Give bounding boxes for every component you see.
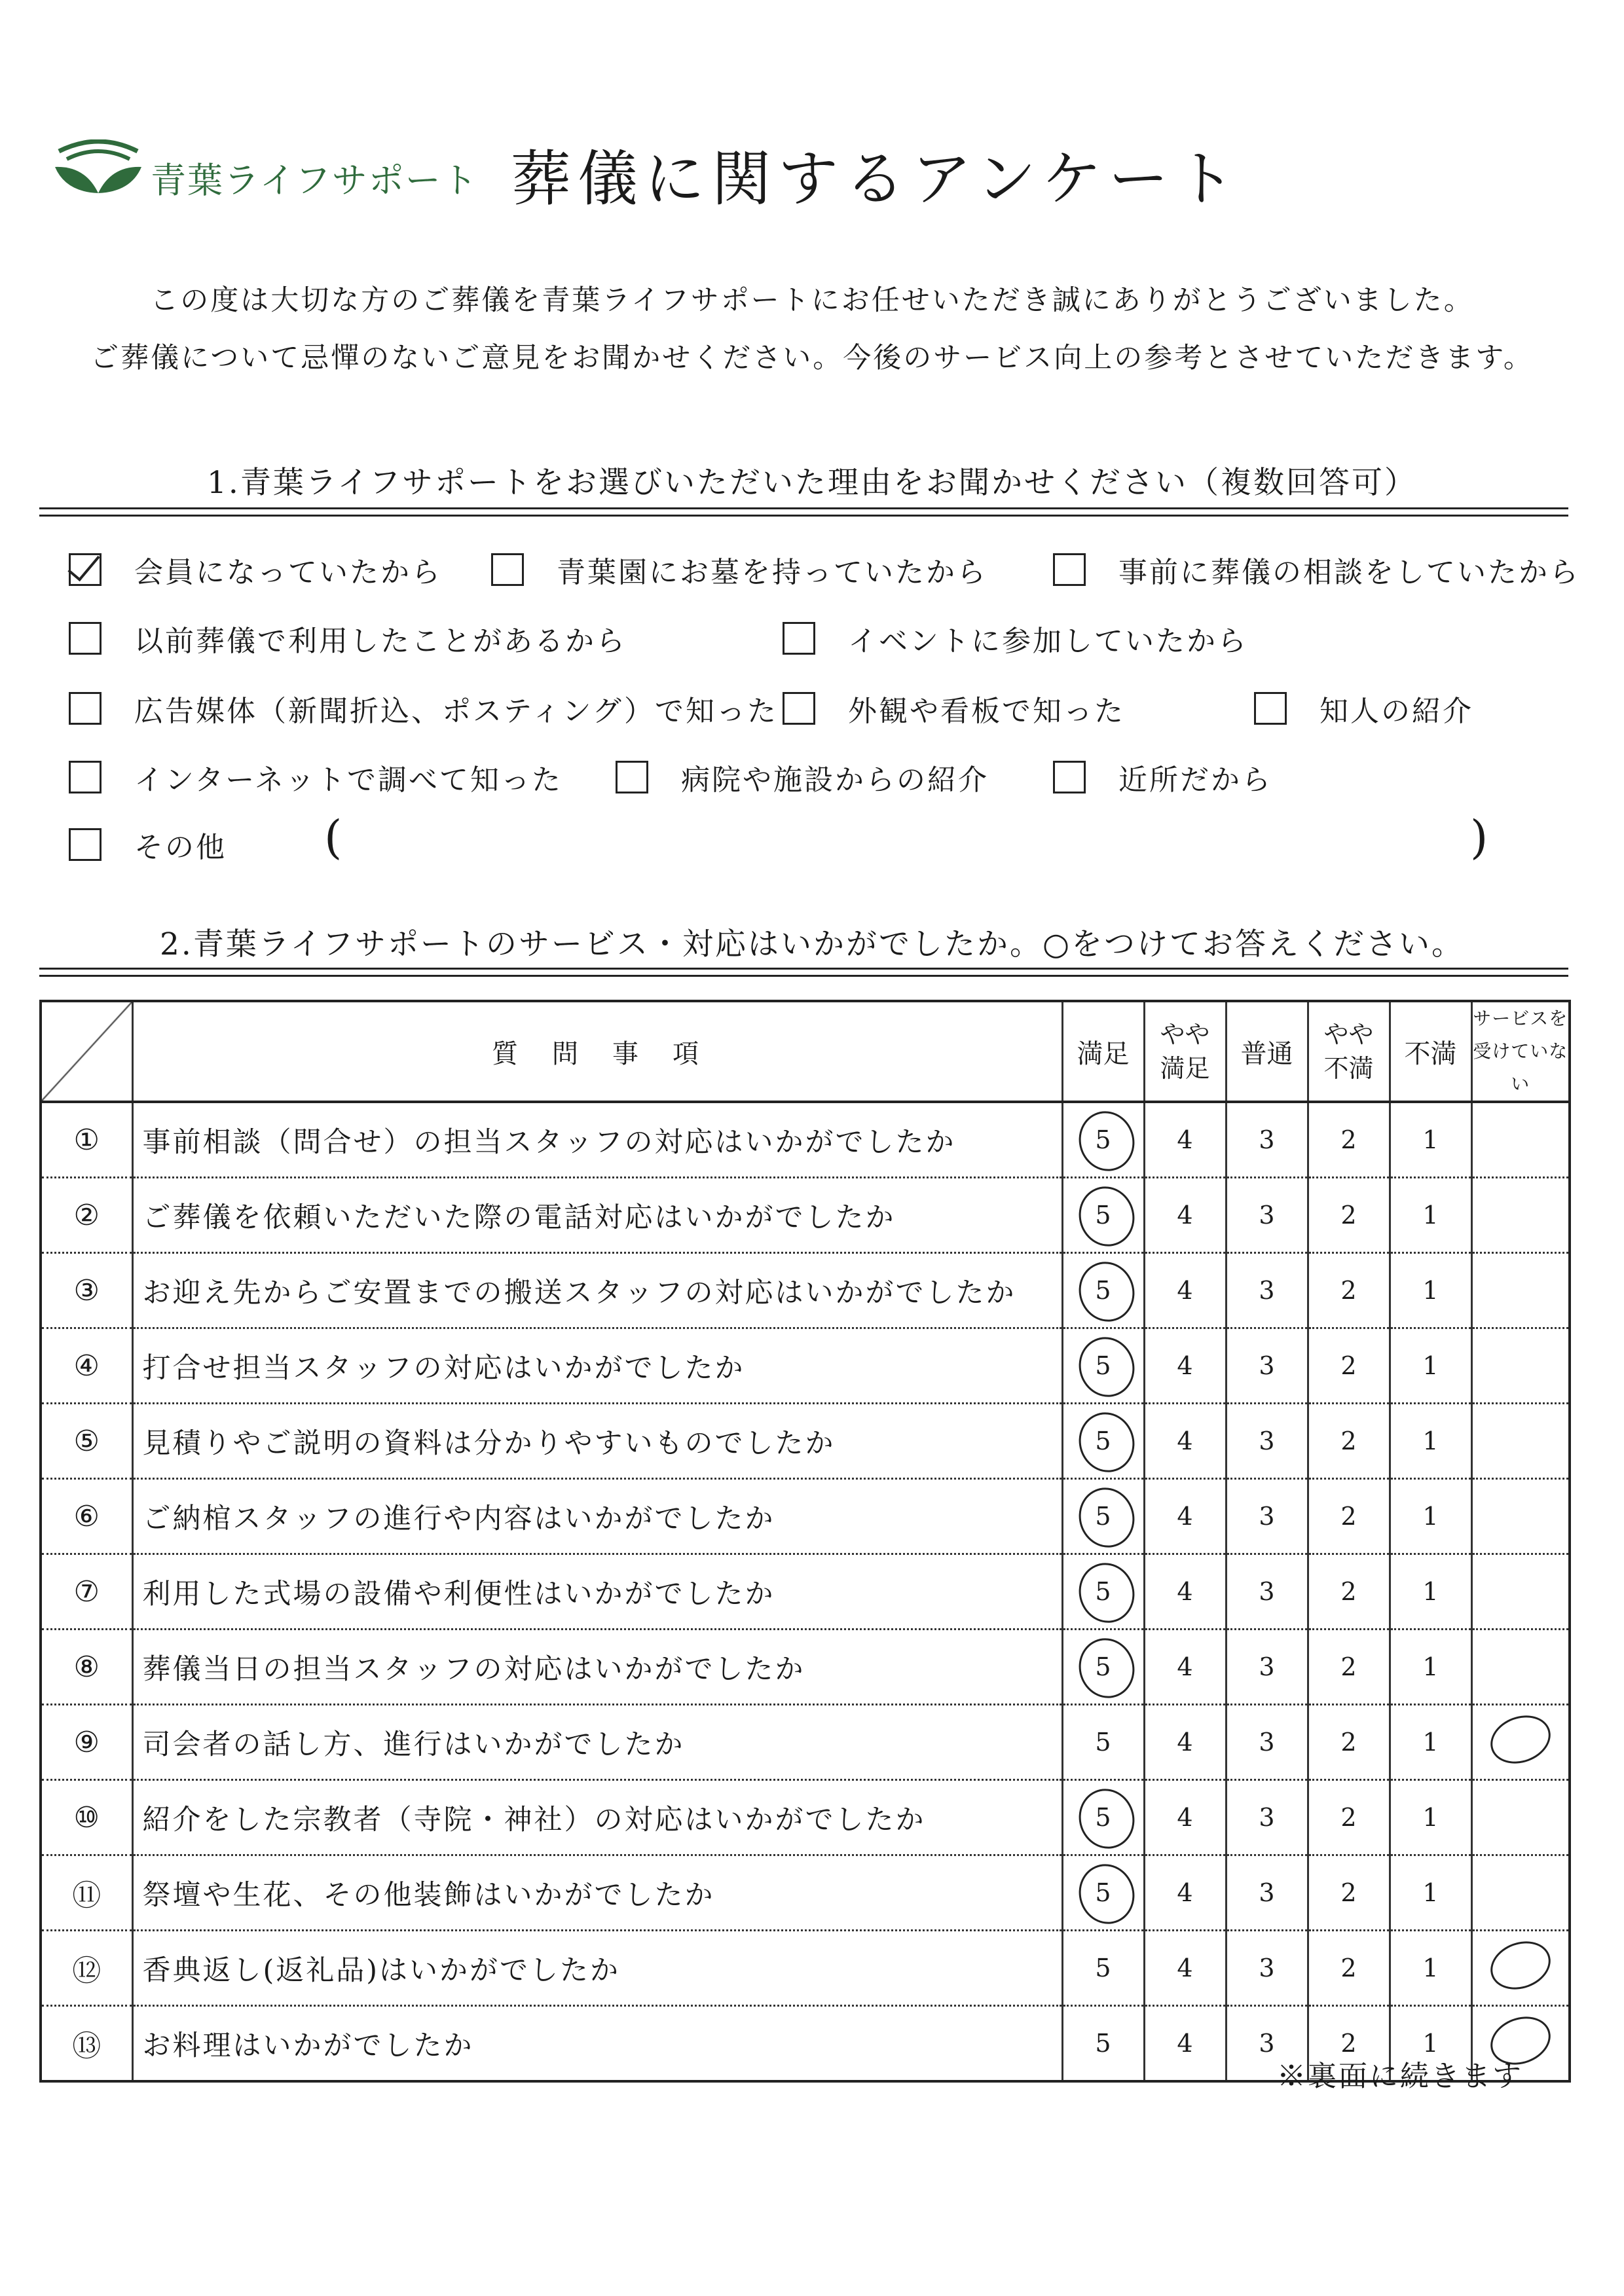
option-referral[interactable] [1254,687,1473,729]
rating-cell-5[interactable] [1062,1253,1144,1328]
intro-line-1: この度は大切な方のご葬儀を青葉ライフサポートにお任せいただき誠にありがとうございました。 [150,284,1474,317]
rating-cell-5[interactable] [1062,1479,1144,1554]
rating-value: 1 [1422,1954,1439,1982]
rating-cell-5[interactable] [1062,1931,1144,2006]
rating-cell-3[interactable] [1226,1705,1308,1780]
rating-cell-4[interactable] [1144,2006,1226,2082]
rating-cell-5[interactable] [1062,1780,1144,1855]
rating-value: 2 [1340,1427,1357,1455]
section1-divider [39,507,1568,517]
other-paren-close: ) [1470,811,1488,864]
rating-value: 4 [1177,1201,1193,1230]
row-number: ③ [41,1253,132,1328]
checkbox-checked-icon[interactable] [69,553,101,586]
rating-value: 5 [1095,1427,1111,1455]
rating-cell-5[interactable] [1062,2006,1144,2082]
rating-value: 4 [1177,1276,1193,1305]
question-text: 紹介をした宗教者（寺院・神社）の対応はいかがでしたか [132,1780,1062,1855]
not-used-cell[interactable] [1471,1705,1570,1780]
rating-value: 2 [1340,1577,1357,1606]
option-label: 知人の紹介 [1320,695,1473,728]
rating-cell-2[interactable] [1308,1630,1390,1705]
rating-value: 5 [1095,1577,1111,1606]
section2-heading: 2.青葉ライフサポートのサービス・対応はいかがでしたか。○をつけてお答えください。 [159,926,1465,962]
rating-value: 1 [1422,1427,1439,1455]
rating-cell-1[interactable] [1390,1102,1471,1178]
rating-cell-2[interactable] [1308,1178,1390,1253]
table-row [41,1328,1570,1404]
rating-value: 1 [1422,1652,1439,1681]
rating-value: 3 [1259,1728,1275,1757]
row-number: ⑦ [41,1554,132,1630]
not-used-cell[interactable] [1471,1178,1570,1253]
table-row [41,1102,1570,1178]
rating-value: 5 [1095,1125,1111,1154]
option-other[interactable] [69,824,227,866]
option-member[interactable] [69,549,442,591]
rating-cell-3[interactable] [1226,1780,1308,1855]
rating-value: 1 [1422,1577,1439,1606]
rating-cell-4[interactable] [1144,1630,1226,1705]
row-number: ⑧ [41,1630,132,1705]
not-used-cell[interactable] [1471,1630,1570,1705]
rating-cell-1[interactable] [1390,1178,1471,1253]
rating-cell-4[interactable] [1144,1705,1226,1780]
option-prior-consult[interactable] [1053,549,1580,591]
question-text: 事前相談（問合せ）の担当スタッフの対応はいかがでしたか [132,1102,1062,1178]
rating-value: 3 [1259,1502,1275,1531]
rating-cell-3[interactable] [1226,1554,1308,1630]
rating-cell-2[interactable] [1308,1855,1390,1931]
rating-cell-5[interactable] [1062,1554,1144,1630]
rating-cell-5[interactable] [1062,1178,1144,1253]
rating-cell-3[interactable] [1226,1253,1308,1328]
question-header: 質 問 事 項 [132,1001,1062,1102]
rating-cell-5[interactable] [1062,1855,1144,1931]
rating-value: 2 [1340,1351,1357,1380]
header-dissatisfied: 不満 [1390,1001,1471,1102]
rating-value: 5 [1095,1954,1111,1982]
checkbox-icon[interactable] [69,622,101,655]
intro-line-2: ご葬儀について忌憚のないご意見をお聞かせください。今後のサービス向上の参考とさせていただきます。 [90,342,1534,374]
row-number: ⑪ [41,1855,132,1931]
handdrawn-circle-icon [1484,1707,1557,1772]
option-internet[interactable] [69,756,563,798]
corner-cell [41,1001,132,1102]
rating-value: 4 [1177,2029,1193,2058]
rating-value: 3 [1259,1201,1275,1230]
rating-value: 2 [1340,1125,1357,1154]
option-label: イベントに参加していたから [848,625,1248,658]
rating-cell-2[interactable] [1308,1253,1390,1328]
table-row [41,1178,1570,1253]
question-text: 利用した式場の設備や利便性はいかがでしたか [132,1554,1062,1630]
rating-cell-3[interactable] [1226,1630,1308,1705]
question-text: ご葬儀を依頼いただいた際の電話対応はいかがでしたか [132,1178,1062,1253]
rating-cell-4[interactable] [1144,1328,1226,1404]
rating-cell-4[interactable] [1144,1102,1226,1178]
section2-divider [39,968,1568,977]
option-label: インターネットで調べて知った [134,763,563,797]
rating-value: 3 [1259,1351,1275,1380]
checkbox-icon[interactable] [1254,692,1287,725]
option-label: 外観や看板で知った [848,695,1125,728]
header-somewhat-dissatisfied: やや 不満 [1308,1001,1390,1102]
rating-value: 1 [1422,1878,1439,1907]
rating-value: 1 [1422,1728,1439,1757]
rating-cell-3[interactable] [1226,1404,1308,1479]
option-label: 病院や施設からの紹介 [681,763,989,797]
question-text: 打合せ担当スタッフの対応はいかがでしたか [132,1328,1062,1404]
rating-value: 1 [1422,1502,1439,1531]
rating-value: 2 [1340,2029,1357,2058]
rating-value: 5 [1095,1502,1111,1531]
checkbox-icon[interactable] [69,692,101,725]
rating-value: 2 [1340,1954,1357,1982]
option-label: 近所だから [1118,763,1272,797]
rating-value: 3 [1259,1125,1275,1154]
table-row [41,1404,1570,1479]
rating-table [39,1000,1571,2083]
other-paren-open: ( [324,811,342,864]
rating-cell-4[interactable] [1144,1855,1226,1931]
row-number: ⑬ [41,2006,132,2082]
section1-heading: 1.青葉ライフサポートをお選びいただいた理由をお聞かせください（複数回答可） [206,465,1418,501]
table-row [41,1253,1570,1328]
brand-name: 青葉ライフサポート [151,160,479,201]
rating-cell-1[interactable] [1390,1328,1471,1404]
rating-value: 1 [1422,1351,1439,1380]
option-grave[interactable] [491,549,987,591]
not-used-cell[interactable] [1471,1404,1570,1479]
rating-value: 4 [1177,1878,1193,1907]
rating-cell-3[interactable] [1226,1855,1308,1931]
rating-value: 5 [1095,1201,1111,1230]
rating-cell-4[interactable] [1144,1178,1226,1253]
rating-value: 5 [1095,1878,1111,1907]
question-text: お料理はいかがでしたか [132,2006,1062,2082]
rating-cell-2[interactable] [1308,1931,1390,2006]
row-number: ④ [41,1328,132,1404]
rating-cell-4[interactable] [1144,1404,1226,1479]
not-used-cell[interactable] [1471,1102,1570,1178]
header-satisfied: 満足 [1062,1001,1144,1102]
rating-cell-1[interactable] [1390,1705,1471,1780]
row-number: ⑫ [41,1931,132,2006]
continued-note: ※裏面に続きます [1277,2060,1523,2093]
rating-cell-1[interactable] [1390,1253,1471,1328]
handdrawn-circle-icon [1484,1933,1557,1997]
rating-value: 2 [1340,1502,1357,1531]
rating-cell-2[interactable] [1308,1705,1390,1780]
rating-value: 4 [1177,1652,1193,1681]
rating-value: 1 [1422,1201,1439,1230]
rating-cell-1[interactable] [1390,1554,1471,1630]
table-row [41,1630,1570,1705]
row-number: ⑤ [41,1404,132,1479]
header-neutral: 普通 [1226,1001,1308,1102]
rating-value: 1 [1422,1125,1439,1154]
rating-cell-4[interactable] [1144,1479,1226,1554]
rating-cell-2[interactable] [1308,1554,1390,1630]
rating-cell-1[interactable] [1390,1404,1471,1479]
row-number: ⑨ [41,1705,132,1780]
checkbox-icon[interactable] [616,761,648,793]
rating-value: 5 [1095,1728,1111,1757]
checkbox-icon[interactable] [1053,553,1086,586]
question-text: 葬儀当日の担当スタッフの対応はいかがでしたか [132,1630,1062,1705]
rating-cell-4[interactable] [1144,1780,1226,1855]
rating-value: 5 [1095,2029,1111,2058]
header-not-used: サービスを 受けていない [1471,1001,1570,1102]
rating-value: 4 [1177,1427,1193,1455]
header-somewhat-satisfied: やや 満足 [1144,1001,1226,1102]
rating-cell-5[interactable] [1062,1630,1144,1705]
option-signboard[interactable] [783,687,1125,729]
rating-cell-3[interactable] [1226,1178,1308,1253]
table-row [41,1780,1570,1855]
rating-value: 5 [1095,1276,1111,1305]
rating-value: 5 [1095,1351,1111,1380]
option-advertising[interactable] [69,687,778,729]
rating-cell-3[interactable] [1226,1479,1308,1554]
table-row [41,1855,1570,1931]
rating-cell-3[interactable] [1226,1931,1308,2006]
not-used-cell[interactable] [1471,1780,1570,1855]
rating-value: 2 [1340,1803,1357,1832]
rating-value: 3 [1259,1954,1275,1982]
rating-value: 1 [1422,2029,1439,2058]
not-used-cell[interactable] [1471,1328,1570,1404]
rating-cell-3[interactable] [1226,1328,1308,1404]
rating-value: 4 [1177,1351,1193,1380]
rating-cell-1[interactable] [1390,1479,1471,1554]
option-event[interactable] [783,617,1248,659]
question-text: 祭壇や生花、その他装飾はいかがでしたか [132,1855,1062,1931]
question-text: ご納棺スタッフの進行や内容はいかがでしたか [132,1479,1062,1554]
rating-value: 3 [1259,1652,1275,1681]
option-used-before[interactable] [69,617,627,659]
rating-cell-1[interactable] [1390,1931,1471,2006]
rating-cell-5[interactable] [1062,1328,1144,1404]
rating-value: 2 [1340,1878,1357,1907]
rating-value: 4 [1177,1954,1193,1982]
rating-value: 3 [1259,1577,1275,1606]
rating-value: 1 [1422,1803,1439,1832]
rating-value: 4 [1177,1502,1193,1531]
rating-cell-2[interactable] [1308,1479,1390,1554]
row-number: ② [41,1178,132,1253]
rating-cell-5[interactable] [1062,1404,1144,1479]
checkbox-icon[interactable] [69,761,101,793]
question-text: 見積りやご説明の資料は分かりやすいものでしたか [132,1404,1062,1479]
row-number: ① [41,1102,132,1178]
option-label: その他 [134,831,227,864]
checkbox-icon[interactable] [69,828,101,861]
rating-value: 5 [1095,1803,1111,1832]
checkbox-icon[interactable] [491,553,524,586]
not-used-cell[interactable] [1471,1931,1570,2006]
option-label: 事前に葬儀の相談をしていたから [1118,556,1580,589]
row-number: ⑥ [41,1479,132,1554]
rating-value: 2 [1340,1652,1357,1681]
option-label: 以前葬儀で利用したことがあるから [134,625,627,658]
rating-cell-1[interactable] [1390,1855,1471,1931]
option-label: 広告媒体（新聞折込、ポスティング）で知った [134,695,779,728]
not-used-cell[interactable] [1471,1479,1570,1554]
row-number: ⑩ [41,1780,132,1855]
not-used-cell[interactable] [1471,1855,1570,1931]
rating-value: 4 [1177,1728,1193,1757]
rating-cell-2[interactable] [1308,1102,1390,1178]
rating-value: 3 [1259,1427,1275,1455]
rating-value: 3 [1259,1276,1275,1305]
rating-value: 4 [1177,1803,1193,1832]
checkbox-icon[interactable] [783,692,815,725]
question-text: 香典返し(返礼品)はいかがでしたか [132,1931,1062,2006]
rating-cell-5[interactable] [1062,1705,1144,1780]
table-header-row [41,1001,1570,1102]
table-row [41,1479,1570,1554]
rating-cell-2[interactable] [1308,1328,1390,1404]
rating-cell-1[interactable] [1390,1630,1471,1705]
table-row [41,1554,1570,1630]
rating-value: 2 [1340,1728,1357,1757]
rating-cell-2[interactable] [1308,1780,1390,1855]
checkbox-icon[interactable] [1053,761,1086,793]
rating-value: 1 [1422,1276,1439,1305]
table-row [41,1705,1570,1780]
rating-cell-2[interactable] [1308,1404,1390,1479]
rating-value: 3 [1259,2029,1275,2058]
option-hospital[interactable] [616,756,989,798]
option-label: 会員になっていたから [134,556,442,589]
rating-value: 3 [1259,1878,1275,1907]
rating-cell-4[interactable] [1144,1931,1226,2006]
rating-value: 2 [1340,1276,1357,1305]
option-nearby[interactable] [1053,756,1272,798]
not-used-cell[interactable] [1471,1554,1570,1630]
rating-value: 5 [1095,1652,1111,1681]
option-label: 青葉園にお墓を持っていたから [557,556,987,589]
rating-cell-4[interactable] [1144,1554,1226,1630]
not-used-cell[interactable] [1471,1253,1570,1328]
checkbox-icon[interactable] [783,622,815,655]
rating-value: 3 [1259,1803,1275,1832]
question-text: 司会者の話し方、進行はいかがでしたか [132,1705,1062,1780]
rating-cell-5[interactable] [1062,1102,1144,1178]
leaf-logo-icon [52,139,144,198]
rating-cell-3[interactable] [1226,1102,1308,1178]
rating-cell-4[interactable] [1144,1253,1226,1328]
company-logo [52,134,479,206]
table-row [41,1931,1570,2006]
rating-value: 4 [1177,1125,1193,1154]
rating-cell-1[interactable] [1390,1780,1471,1855]
question-text: お迎え先からご安置までの搬送スタッフの対応はいかがでしたか [132,1253,1062,1328]
rating-value: 2 [1340,1201,1357,1230]
rating-value: 4 [1177,1577,1193,1606]
page-title: 葬儀に関するアンケート [511,144,1242,214]
